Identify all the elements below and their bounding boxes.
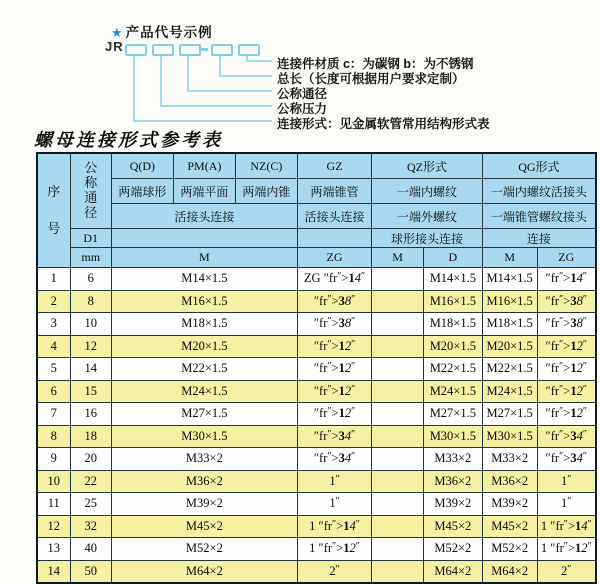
cell-qg-zg: 1 ″fr″>14″ — [537, 515, 596, 538]
cell-qz-m — [372, 290, 424, 313]
cell-qz-d: M52×2 — [423, 538, 482, 561]
cell-qg-zg: 1″ — [537, 493, 596, 516]
cell-m: M20×1.5 — [111, 335, 297, 358]
header-type: PM(A) — [173, 153, 235, 179]
cell-qz-d: M39×2 — [423, 493, 482, 516]
diagram-label-material: 连接件材质 c：为碳钢 b：为不锈钢 — [277, 57, 474, 71]
cell-gz: ″fr″>34″ — [297, 448, 371, 471]
header-unit: ZG — [537, 248, 596, 268]
table-row — [37, 335, 596, 358]
cell-qg-zg: ″fr″>12″ — [537, 335, 596, 358]
cell-qz-d: M20×1.5 — [423, 335, 482, 358]
cell-mm: 10 — [70, 313, 111, 336]
cell-qz-d: M24×1.5 — [423, 380, 482, 403]
diagram-title-text: 产品代号示例 — [125, 25, 213, 40]
cell-qg-zg: 1 ″fr″>12″ — [537, 538, 596, 561]
table-row — [37, 403, 596, 426]
cell-qz-d: M16×1.5 — [423, 290, 482, 313]
header-ball-joint-conn: 球形接头连接 — [372, 229, 483, 248]
cell-no: 10 — [37, 470, 70, 493]
table-row — [37, 448, 596, 471]
cell-gz: 1″ — [297, 470, 371, 493]
cell-qg-zg: 1″ — [537, 470, 596, 493]
cell-qg-m: M16×1.5 — [482, 290, 537, 313]
cell-qz-m — [372, 470, 424, 493]
star-icon: ★ — [111, 25, 124, 40]
cell-qg-zg: ″fr″>12″ — [537, 358, 596, 381]
cell-qz-m — [372, 268, 424, 291]
cell-qg-m: M45×2 — [482, 515, 537, 538]
cell-m: M33×2 — [111, 448, 297, 471]
header-union-conn: 活接头连接 — [111, 204, 297, 229]
cell-qz-d: M14×1.5 — [423, 268, 482, 291]
cell-m: M64×2 — [111, 560, 297, 583]
header-end-style: 一端内螺纹活接头 — [482, 179, 596, 204]
cell-mm: 32 — [70, 515, 111, 538]
cell-qz-m — [372, 380, 424, 403]
cell-no: 9 — [37, 448, 70, 471]
table-row — [37, 313, 596, 336]
cell-qg-zg: ″fr″>12″ — [537, 403, 596, 426]
cell-mm: 18 — [70, 425, 111, 448]
header-type: NZ(C) — [235, 153, 297, 179]
cell-no: 6 — [37, 380, 70, 403]
cell-mm: 16 — [70, 403, 111, 426]
table-row — [37, 515, 596, 538]
cell-qz-m — [372, 358, 424, 381]
cell-qg-zg: ″fr″>34″ — [537, 448, 596, 471]
cell-m: M52×2 — [111, 538, 297, 561]
cell-qg-m: M33×2 — [482, 448, 537, 471]
header-unit: M — [372, 248, 424, 268]
cell-qg-m: M14×1.5 — [482, 268, 537, 291]
cell-gz: ″fr″>12″ — [297, 335, 371, 358]
cell-gz: ZG ″fr″>14″ — [297, 268, 371, 291]
cell-qz-m — [372, 515, 424, 538]
header-conn: 连接 — [482, 229, 596, 248]
header-blank — [297, 229, 371, 248]
header-xuhao: 序 号 — [37, 153, 70, 268]
cell-qz-d: M33×2 — [423, 448, 482, 471]
table-row — [37, 470, 596, 493]
cell-qg-m: M18×1.5 — [482, 313, 537, 336]
cell-qz-m — [372, 335, 424, 358]
cell-gz: 1 ″fr″>14″ — [297, 515, 371, 538]
cell-mm: 50 — [70, 560, 111, 583]
cell-no: 3 — [37, 313, 70, 336]
cell-qg-m: M20×1.5 — [482, 335, 537, 358]
cell-qg-m: M27×1.5 — [482, 403, 537, 426]
header-end-style: 两端球形 — [111, 179, 173, 204]
cell-qg-zg: 2″ — [537, 560, 596, 583]
cell-mm: 20 — [70, 448, 111, 471]
cell-qg-m: M52×2 — [482, 538, 537, 561]
cell-no: 4 — [37, 335, 70, 358]
header-row-3 — [37, 204, 596, 229]
table-row — [37, 290, 596, 313]
diagram-label-pressure: 公称压力 — [277, 102, 328, 116]
header-tongjing: 公 称 通 径 — [70, 153, 111, 229]
header-unit: M — [482, 248, 537, 268]
cell-mm: 25 — [70, 493, 111, 516]
cell-qg-m: M39×2 — [482, 493, 537, 516]
cell-gz: ″fr″>38″ — [297, 313, 371, 336]
cell-no: 8 — [37, 425, 70, 448]
cell-no: 11 — [37, 493, 70, 516]
cell-no: 5 — [37, 358, 70, 381]
cell-m: M36×2 — [111, 470, 297, 493]
header-row-1 — [37, 153, 596, 179]
cell-qg-m: M24×1.5 — [482, 380, 537, 403]
cell-mm: 6 — [70, 268, 111, 291]
cell-m: M14×1.5 — [111, 268, 297, 291]
cell-qz-m — [372, 538, 424, 561]
cell-qz-d: M18×1.5 — [423, 313, 482, 336]
diagram-label-connection: 连接形式：见金属软管常用结构形式表 — [277, 117, 490, 131]
cell-gz: ″fr″>12″ — [297, 380, 371, 403]
table-row — [37, 538, 596, 561]
cell-qz-m — [372, 493, 424, 516]
cell-gz: 1″ — [297, 493, 371, 516]
header-end-style: 两端锥管 — [297, 179, 371, 204]
cell-mm: 40 — [70, 538, 111, 561]
cell-no: 1 — [37, 268, 70, 291]
cell-m: M24×1.5 — [111, 380, 297, 403]
cell-gz: ″fr″>12″ — [297, 358, 371, 381]
header-end-style: 两端内锥 — [235, 179, 297, 204]
table-row — [37, 560, 596, 583]
diagram-label-length: 总长（长度可根据用户要求定制） — [277, 72, 465, 86]
cell-qg-m: M22×1.5 — [482, 358, 537, 381]
cell-qg-zg: ″fr″>14″ — [537, 268, 596, 291]
cell-mm: 8 — [70, 290, 111, 313]
cell-qz-m — [372, 560, 424, 583]
header-blank — [111, 229, 297, 248]
cell-qz-d: M45×2 — [423, 515, 482, 538]
cell-no: 7 — [37, 403, 70, 426]
cell-qg-zg: ″fr″>34″ — [537, 425, 596, 448]
cell-mm: 12 — [70, 335, 111, 358]
cell-qg-m: M64×2 — [482, 560, 537, 583]
code-prefix: JR — [105, 39, 124, 54]
header-unit: mm — [70, 248, 111, 268]
diagram-label-diameter: 公称通径 — [277, 87, 328, 101]
table-title: 螺母连接形式参考表 — [34, 130, 223, 150]
cell-no: 2 — [37, 290, 70, 313]
cell-gz: 2″ — [297, 560, 371, 583]
cell-mm: 22 — [70, 470, 111, 493]
cell-qz-m — [372, 313, 424, 336]
cell-qz-d: M22×1.5 — [423, 358, 482, 381]
cell-qg-m: M36×2 — [482, 470, 537, 493]
cell-m: M27×1.5 — [111, 403, 297, 426]
cell-qz-d: M64×2 — [423, 560, 482, 583]
cell-m: M22×1.5 — [111, 358, 297, 381]
nut-connection-reference-table — [36, 152, 597, 584]
cell-qz-d: M36×2 — [423, 470, 482, 493]
cell-m: M16×1.5 — [111, 290, 297, 313]
header-type: Q(D) — [111, 153, 173, 179]
cell-m: M45×2 — [111, 515, 297, 538]
header-row-2 — [37, 179, 596, 204]
header-row-5 — [37, 248, 596, 268]
cell-gz: ″fr″>12″ — [297, 403, 371, 426]
cell-qz-d: M30×1.5 — [423, 425, 482, 448]
cell-m: M39×2 — [111, 493, 297, 516]
header-union-conn: 活接头连接 — [297, 204, 371, 229]
header-type: QZ形式 — [372, 153, 483, 179]
header-taper-joint: 一端锥管螺纹接头 — [482, 204, 596, 229]
cell-mm: 15 — [70, 380, 111, 403]
cell-no: 13 — [37, 538, 70, 561]
header-type: GZ — [297, 153, 371, 179]
cell-qg-zg: ″fr″>12″ — [537, 380, 596, 403]
table-row — [37, 358, 596, 381]
cell-qz-m — [372, 425, 424, 448]
table-row — [37, 268, 596, 291]
header-row-4 — [37, 229, 596, 248]
cell-gz: ″fr″>34″ — [297, 425, 371, 448]
cell-qg-zg: ″fr″>38″ — [537, 313, 596, 336]
cell-qg-zg: ″fr″>38″ — [537, 290, 596, 313]
header-end-style: 一端内螺纹 — [372, 179, 483, 204]
header-ext-thread: 一端外螺纹 — [372, 204, 483, 229]
cell-mm: 14 — [70, 358, 111, 381]
header-unit: D — [423, 248, 482, 268]
cell-m: M18×1.5 — [111, 313, 297, 336]
table-row — [37, 493, 596, 516]
header-type: QG形式 — [482, 153, 596, 179]
cell-no: 12 — [37, 515, 70, 538]
cell-qz-m — [372, 403, 424, 426]
table-row — [37, 380, 596, 403]
product-code-diagram — [0, 0, 600, 131]
cell-qg-m: M30×1.5 — [482, 425, 537, 448]
header-end-style: 两端平面 — [173, 179, 235, 204]
header-unit: ZG — [297, 248, 371, 268]
cell-m: M30×1.5 — [111, 425, 297, 448]
cell-no: 14 — [37, 560, 70, 583]
header-d1: D1 — [70, 229, 111, 248]
cell-qz-m — [372, 448, 424, 471]
table-row — [37, 425, 596, 448]
cell-qz-d: M27×1.5 — [423, 403, 482, 426]
header-unit: M — [111, 248, 297, 268]
cell-gz: 1 ″fr″>12″ — [297, 538, 371, 561]
cell-gz: ″fr″>38″ — [297, 290, 371, 313]
